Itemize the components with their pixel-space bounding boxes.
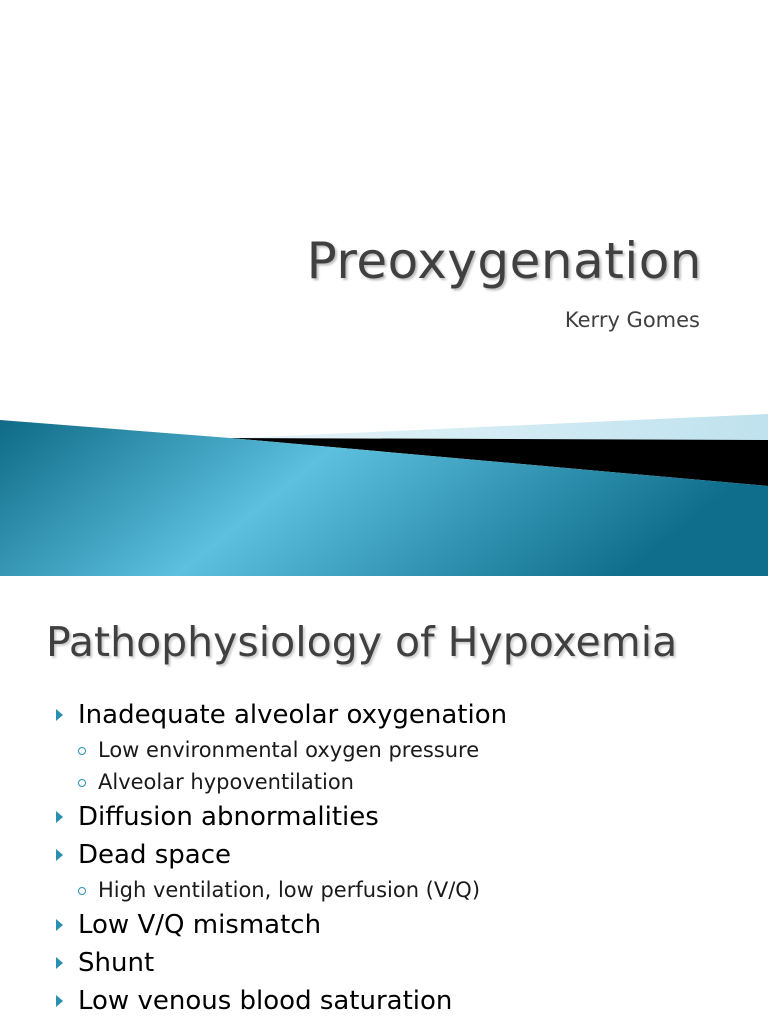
- bullet-text: Low venous blood saturation: [78, 986, 453, 1016]
- bullet-item: [0, 906, 768, 944]
- bullet-text: Dead space: [78, 840, 231, 870]
- triangle-bullet-icon: [56, 995, 63, 1007]
- triangle-bullet-icon: [56, 957, 63, 969]
- bullet-item: [0, 696, 768, 734]
- sub-bullet-text: High ventilation, low perfusion (V/Q): [98, 878, 481, 902]
- sub-bullet-item: [0, 766, 768, 798]
- content-slide-title: Pathophysiology of Hypoxemia: [46, 618, 678, 666]
- slide-subtitle: Kerry Gomes: [564, 308, 700, 332]
- sub-bullet-item: [0, 874, 768, 906]
- sub-bullet-text: Low environmental oxygen pressure: [98, 738, 480, 762]
- triangle-bullet-icon: [56, 811, 63, 823]
- slide-title: Preoxygenation: [306, 232, 702, 290]
- light-strip: [240, 414, 768, 440]
- bullet-item: [0, 836, 768, 874]
- bullet-item: [0, 982, 768, 1020]
- bullet-list: [0, 696, 768, 1020]
- sub-bullet-item: [0, 734, 768, 766]
- ring-bullet-icon: [78, 747, 86, 755]
- triangle-bullet-icon: [56, 849, 63, 861]
- triangle-bullet-icon: [56, 919, 63, 931]
- bullet-text: Shunt: [78, 948, 155, 978]
- sub-bullet-text: Alveolar hypoventilation: [98, 770, 354, 794]
- ring-bullet-icon: [78, 779, 86, 787]
- bullet-text: Inadequate alveolar oxygenation: [78, 700, 508, 730]
- triangle-bullet-icon: [56, 709, 63, 721]
- bullet-item: [0, 944, 768, 982]
- bullet-item: [0, 798, 768, 836]
- content-slide: [0, 576, 768, 1024]
- bullet-text: Low V/Q mismatch: [78, 910, 322, 940]
- bullet-text: Diffusion abnormalities: [78, 802, 379, 832]
- ring-bullet-icon: [78, 887, 86, 895]
